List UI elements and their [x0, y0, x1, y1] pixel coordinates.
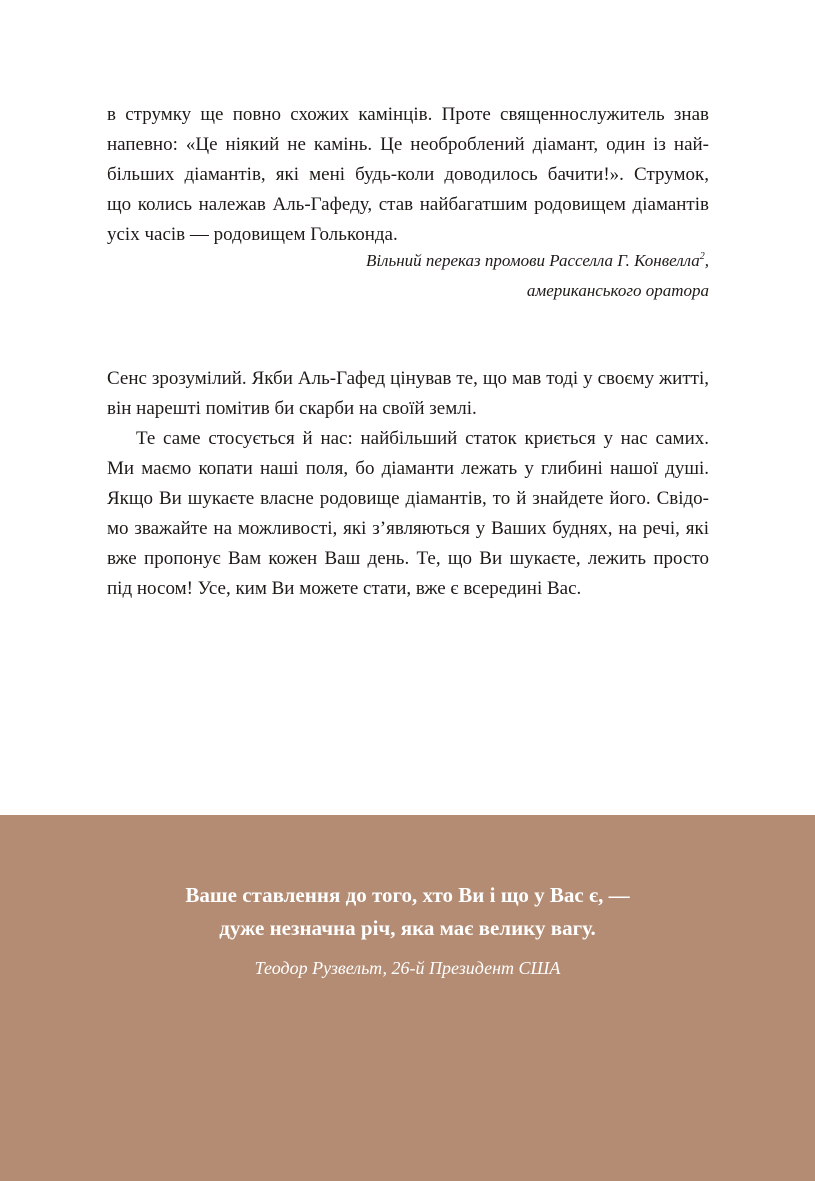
source-attribution — [109, 246, 709, 306]
story-line: в струмку ще повно схожих камінців. Проте священнослужитель знав — [107, 104, 709, 125]
paragraph-line: мо зважайте на можливості, які з’являються у Ваших буднях, на речі, які — [107, 518, 709, 539]
quote-line-2: дуже незначна річ, яка має велику вагу. — [219, 916, 596, 940]
attribution-comma: , — [704, 251, 709, 270]
footnote-marker[interactable]: 2 — [699, 251, 705, 262]
story-line: більших діамантів, які мені будь-коли доводилось бачити!». Струмок, — [107, 164, 709, 185]
quote-band — [0, 815, 815, 1181]
paragraph-line: під носом! Усе, ким Ви можете стати, вже є всередині Вас. — [107, 578, 582, 599]
quote-line-1: Ваше ставлення до того, хто Ви і що у Вас є, — — [185, 883, 630, 907]
reflection-paragraph-1 — [107, 364, 709, 424]
attribution-line-1 — [109, 246, 709, 276]
attribution-line-2: американського оратора — [526, 281, 709, 300]
story-paragraph — [107, 100, 709, 250]
reflection-paragraph-2 — [107, 424, 709, 604]
paragraph-line: він нарешті помітив би скарби на своїй землі. — [107, 398, 477, 419]
story-line: усіх часів — родовищем Гольконда. — [107, 224, 398, 245]
story-line: що колись належав Аль-Гафеду, став найбагатшим родовищем діамантів — [107, 194, 709, 215]
paragraph-line: Якщо Ви шукаєте власне родовище діамантів, то й знайдете його. Свідо- — [107, 488, 709, 509]
quote-author: Теодор Рузвельт, 26-й Президент США — [254, 958, 561, 978]
paragraph-line: Те саме стосується й нас: найбільший статок криється у нас самих. — [136, 428, 709, 449]
story-line: напевно: «Це ніякий не камінь. Це необроблений діамант, один із най- — [107, 134, 709, 155]
paragraph-line: Сенс зрозумілий. Якби Аль-Гафед цінував те, що мав тоді у своєму житті, — [107, 368, 709, 389]
paragraph-line: Ми маємо копати наші поля, бо діаманти лежать у глибині нашої душі. — [107, 458, 709, 479]
paragraph-line: вже пропонує Вам кожен Ваш день. Те, що Ви шукаєте, лежить просто — [107, 548, 709, 569]
attribution-text: Вільний переказ промови Расселла Г. Конвелла — [365, 251, 700, 270]
